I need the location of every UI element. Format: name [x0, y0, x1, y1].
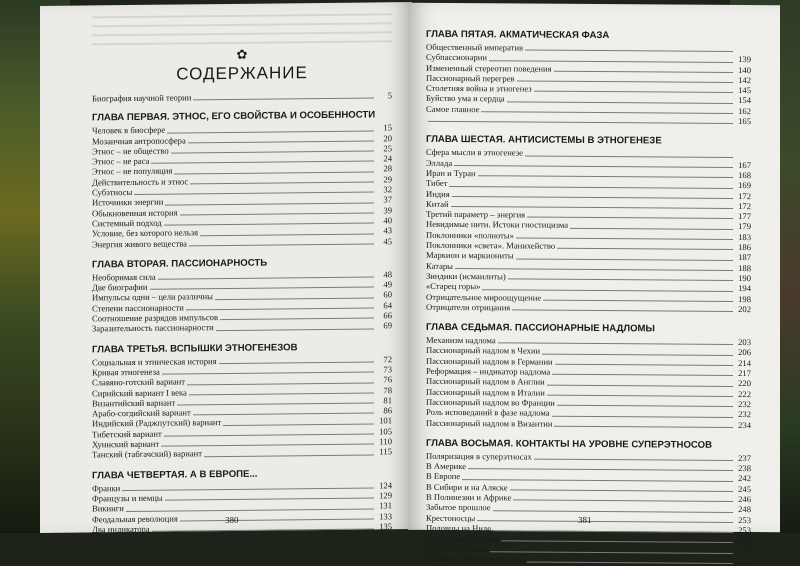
toc-chapter — [92, 110, 392, 250]
entry-label: Византийский вариант — [92, 397, 175, 408]
entry-label: Французы и немцы — [92, 493, 163, 504]
chapter-title: ГЛАВА ВОСЬМАЯ. КОНТАКТЫ НА УРОВНЕ СУПЕРЭТНОСОВ — [426, 438, 751, 451]
entry-label: Пассионарный надлом в Германии — [426, 356, 553, 367]
entry-page: 72 — [376, 354, 392, 364]
toc-chapter — [92, 341, 392, 460]
toc-entry — [426, 417, 751, 430]
entry-page: 172 — [735, 191, 751, 201]
leader-line — [498, 343, 733, 346]
toc-header — [92, 46, 392, 85]
chapter-title: ГЛАВА СЕДЬМАЯ. ПАССИОНАРНЫЕ НАДЛОМЫ — [426, 322, 751, 335]
entry-label: Субэтносы — [92, 187, 132, 198]
chapter-title: ГЛАВА ШЕСТАЯ. АНТИСИСТЕМЫ В ЭТНОГЕНЕЗЕ — [426, 134, 751, 147]
entry-label: Сирийский вариант I века — [92, 387, 187, 398]
entry-page: 66 — [376, 310, 392, 320]
entry-label: Пассионарный надлом в Англии — [426, 376, 545, 387]
entry-page: 39 — [376, 205, 392, 215]
entry-label: Социальная и этническая история — [92, 356, 217, 368]
entry-page: 183 — [735, 232, 751, 242]
toc-entry — [92, 521, 392, 534]
leader-line — [513, 500, 733, 503]
entry-page: 154 — [735, 95, 751, 105]
leader-line — [547, 395, 733, 397]
entry-page: 261 — [735, 556, 751, 566]
toc-entry — [426, 302, 751, 315]
entry-page: 214 — [735, 358, 751, 368]
entry-label: Пассионарный надлом в Византии — [426, 417, 552, 428]
entry-label: Поклонники «полноты» — [426, 230, 514, 241]
entry-label: «Старец горы» — [426, 281, 480, 292]
leader-line — [501, 541, 733, 544]
entry-label: Человек в биосфере — [92, 125, 165, 136]
toc-entry — [92, 447, 392, 460]
entry-label: Необоримая сила — [92, 272, 156, 283]
toc-chapter — [426, 134, 751, 314]
leader-line — [542, 353, 733, 355]
entry-page: 32 — [376, 184, 392, 194]
leader-line — [216, 328, 374, 331]
leader-line — [527, 562, 733, 564]
entry-label: Третий параметр – энергия — [426, 209, 525, 220]
entry-label: Столетняя война и этногенез — [426, 83, 532, 94]
entry-label: Две биографии — [92, 282, 148, 293]
entry-page: 202 — [735, 304, 751, 314]
entry-label: Зиндики (исмаилиты) — [426, 271, 506, 282]
leader-line — [223, 423, 374, 426]
entry-label: В Америке — [426, 461, 466, 472]
entry-page: 220 — [735, 378, 751, 388]
entry-label: Пассионарный перегрев — [426, 73, 515, 84]
entry-label: Поляризация в суперэтносах — [426, 451, 532, 462]
entry-page: 142 — [735, 75, 751, 85]
leader-line — [534, 459, 733, 461]
entry-label: Энергия живого вещества — [92, 238, 187, 249]
toc-chapter — [426, 29, 751, 127]
entry-page: 179 — [735, 221, 751, 231]
entry-page: 255 — [735, 535, 751, 545]
entry-label: Роль исповеданий в фазе надлома — [426, 407, 550, 418]
leader-line — [204, 454, 374, 457]
entry-label: Невидимые нити. Истоки гностицизма — [426, 219, 568, 230]
leader-line — [219, 361, 374, 364]
entry-page: 194 — [735, 283, 751, 293]
toc-chapter — [92, 467, 392, 535]
entry-page: 246 — [735, 494, 751, 504]
entry-label: Крестоносцы — [426, 512, 475, 523]
entry-page: 168 — [735, 170, 751, 180]
entry-page: 29 — [376, 174, 392, 184]
leader-line — [570, 228, 733, 230]
entry-page: 238 — [735, 463, 751, 473]
entry-page: 169 — [735, 180, 751, 190]
entry-label: Системный подход — [92, 218, 162, 229]
entry-page: 78 — [376, 385, 392, 395]
entry-page: 129 — [376, 490, 392, 500]
page-number: 380 — [225, 515, 239, 525]
entry-label: Источники энергии — [92, 197, 163, 208]
entry-page: 28 — [376, 164, 392, 174]
leader-line — [547, 384, 733, 386]
entry-label: Путь к бедствию — [426, 543, 488, 554]
entry-page: 187 — [735, 252, 751, 262]
entry-page: 25 — [376, 143, 392, 153]
entry-label: Индийский (Раджпутский) вариант — [92, 417, 221, 429]
entry-label: Арабо-согдийский вариант — [92, 407, 191, 418]
toc-entry — [426, 114, 751, 127]
entry-page: 253 — [735, 515, 751, 525]
entry-label: Феодальная революция — [92, 513, 178, 524]
entry-page: 37 — [376, 195, 392, 205]
entry-label: Соотношение разрядов импульсов — [92, 312, 218, 324]
entry-page: 81 — [376, 395, 392, 405]
entry-page: 40 — [376, 215, 392, 225]
entry-page: 172 — [735, 201, 751, 211]
leader-line — [557, 248, 733, 250]
toc-entry — [92, 236, 392, 249]
entry-page: 232 — [735, 399, 751, 409]
toc-entry — [92, 321, 392, 334]
entry-page: 232 — [735, 409, 751, 419]
entry-page: 165 — [735, 116, 751, 126]
entry-label: В Сибири и на Аляске — [426, 482, 508, 493]
entry-label: Действительность и этнос — [92, 176, 188, 187]
entry-page: 186 — [735, 242, 751, 252]
right-page-content — [426, 19, 751, 566]
entry-page: 131 — [376, 500, 392, 510]
page-number: 381 — [578, 515, 592, 525]
entry-page: 257 — [735, 545, 751, 555]
chapter-title: ГЛАВА ПЕРВАЯ. ЭТНОС, ЕГО СВОЙСТВА И ОСОБЕННОСТИ — [92, 110, 392, 124]
leader-line — [428, 121, 733, 124]
leader-line — [512, 310, 733, 313]
entry-label: В Полинезии и Африке — [426, 492, 511, 503]
entry-page: 20 — [376, 133, 392, 143]
entry-label: Тибет — [426, 178, 447, 188]
entry-page: 24 — [376, 153, 392, 163]
entry-label: Отрицатели отрицания — [426, 302, 510, 313]
toc-title: СОДЕРЖАНИЕ — [92, 62, 392, 85]
entry-label: Обыкновенная история — [92, 207, 178, 218]
entry-page: 188 — [735, 263, 751, 273]
chapter-title: ГЛАВА ВТОРАЯ. ПАССИОНАРНОСТЬ — [92, 256, 392, 270]
leader-line — [516, 258, 733, 261]
entry-page: 60 — [376, 290, 392, 300]
entry-page: 115 — [376, 447, 392, 457]
right-page — [408, 3, 780, 533]
leader-line — [507, 101, 733, 104]
entry-label: Пассионарный надлом во Франции — [426, 397, 555, 408]
entry-label: Этнос – не популяция — [92, 166, 172, 177]
entry-label: В Европе — [426, 471, 460, 482]
entry-page: 105 — [376, 426, 392, 436]
leader-line — [527, 217, 733, 219]
entry-label: Мозаичная антропосфера — [92, 135, 186, 146]
leader-line — [552, 374, 733, 376]
toc-chapter — [426, 322, 751, 430]
right-chapter-list — [426, 29, 751, 566]
entry-page: 203 — [735, 337, 751, 347]
left-page-content — [92, 40, 392, 534]
leader-line — [555, 364, 733, 366]
leader-line — [152, 529, 374, 532]
entry-label: Сфера мысли в этногенезе — [426, 147, 523, 158]
entry-label: Два индикатора — [92, 524, 150, 535]
entry-label: Кривая этногенеза — [92, 367, 160, 378]
leader-line — [510, 489, 733, 492]
leader-line — [534, 91, 733, 93]
entry-label: Степени пассионарности — [92, 302, 184, 313]
entry-page: 139 — [735, 54, 751, 64]
entry-page: 145 — [735, 85, 751, 95]
entry-label: Хуннский вариант — [92, 439, 159, 450]
entry-label: Отрицательное мироощущение — [426, 291, 541, 302]
entry-label: Реформация – индикатор надлома — [426, 366, 550, 377]
toc-chapter — [426, 438, 751, 566]
toc-entry-preface — [92, 90, 392, 103]
entry-label: Эллада — [426, 157, 452, 167]
entry-label: Условие, без которого нельзя — [92, 228, 198, 239]
leader-line — [516, 238, 733, 241]
entry-label: Викинги — [92, 503, 124, 514]
entry-label: Субпассионарии — [426, 52, 487, 63]
leader-line — [193, 98, 374, 101]
entry-page: 15 — [376, 123, 392, 133]
entry-label: Пассионарный надлом в Чехии — [426, 345, 540, 356]
entry-label: Механизм надлома — [426, 335, 496, 346]
entry-page: 162 — [735, 106, 751, 116]
entry-page: 76 — [376, 374, 392, 384]
entry-label: Индия — [426, 188, 450, 198]
leader-line — [508, 279, 733, 282]
entry-page: 64 — [376, 300, 392, 310]
entry-page: 86 — [376, 405, 392, 415]
entry-label: Китай — [426, 199, 449, 209]
entry-label: Гипотеза этнического поля — [426, 554, 525, 565]
entry-page: 48 — [376, 269, 392, 279]
entry-page: 198 — [735, 294, 751, 304]
leader-line — [557, 405, 733, 407]
leader-line — [552, 415, 733, 417]
entry-page: 177 — [735, 211, 751, 221]
left-chapter-list — [92, 110, 392, 535]
entry-page: 43 — [376, 226, 392, 236]
leader-line — [189, 243, 374, 246]
entry-label: Тибетский вариант — [92, 428, 162, 439]
entry-page: 242 — [735, 473, 751, 483]
entry-label: Этнос – не раса — [92, 156, 149, 167]
entry-page: 110 — [376, 436, 392, 446]
entry-page: 234 — [735, 419, 751, 429]
entry-label: Самое главное — [426, 104, 479, 115]
leader-line — [543, 299, 733, 301]
entry-page: 73 — [376, 364, 392, 374]
entry-page: 49 — [376, 279, 392, 289]
entry-page: 253 — [735, 525, 751, 535]
entry-page: 133 — [376, 511, 392, 521]
toc-chapter — [92, 256, 392, 334]
entry-page: 140 — [735, 65, 751, 75]
entry-label: Сидонская трагедия — [426, 533, 499, 544]
entry-label: Общественный императив — [426, 42, 523, 53]
entry-page: 69 — [376, 321, 392, 331]
leader-line — [554, 426, 733, 428]
entry-page: 135 — [376, 521, 392, 531]
entry-label: Импульсы одни – цели различны — [92, 292, 213, 304]
flower-ornament-icon: ✿ — [92, 46, 392, 63]
entry-label: Измененный стереотип поведения — [426, 62, 552, 73]
entry-page: 5 — [376, 90, 392, 100]
entry-label: Забытое прошлое — [426, 502, 491, 513]
entry-label: Франки — [92, 483, 120, 494]
entry-label: Иран и Туран — [426, 168, 476, 179]
entry-page: 222 — [735, 389, 751, 399]
entry-label: Этнос – не общество — [92, 145, 169, 156]
entry-page: 124 — [376, 480, 392, 490]
entry-label: Биография научной теории — [92, 92, 191, 103]
entry-page: 45 — [376, 236, 392, 246]
toc-entry — [426, 554, 751, 566]
leader-line — [517, 81, 733, 84]
entry-page: 206 — [735, 347, 751, 357]
entry-page: 167 — [735, 160, 751, 170]
left-page — [40, 2, 412, 533]
entry-page: 101 — [376, 416, 392, 426]
entry-label: Славяно-готский вариант — [92, 377, 185, 388]
entry-label: Танский (табгачский) вариант — [92, 449, 202, 460]
entry-label: Буйство ума и сердца — [426, 93, 505, 104]
entry-label: Половцы на Ниле — [426, 523, 491, 534]
leader-line — [554, 71, 733, 73]
entry-page: 217 — [735, 368, 751, 378]
chapter-title: ГЛАВА ТРЕТЬЯ. ВСПЫШКИ ЭТНОГЕНЕЗОВ — [92, 341, 392, 355]
entry-page: 190 — [735, 273, 751, 283]
chapter-title: ГЛАВА ЧЕТВЕРТАЯ. А В ЕВРОПЕ... — [92, 467, 392, 481]
leader-line — [525, 155, 733, 157]
entry-page: 237 — [735, 453, 751, 463]
entry-label: Заразительность пассионарности — [92, 322, 214, 334]
entry-label: Катары — [426, 260, 453, 270]
entry-page: 248 — [735, 504, 751, 514]
entry-page: 245 — [735, 484, 751, 494]
leader-line — [525, 50, 733, 52]
entry-label: Поклонники «света». Манихейство — [426, 240, 555, 251]
entry-label: Маркион и маркиониты — [426, 250, 514, 261]
chapter-title: ГЛАВА ПЯТАЯ. АКМАТИЧЕСКАЯ ФАЗА — [426, 29, 751, 42]
entry-label: Пассионарный надлом в Италии — [426, 386, 545, 397]
leader-line — [220, 318, 374, 321]
